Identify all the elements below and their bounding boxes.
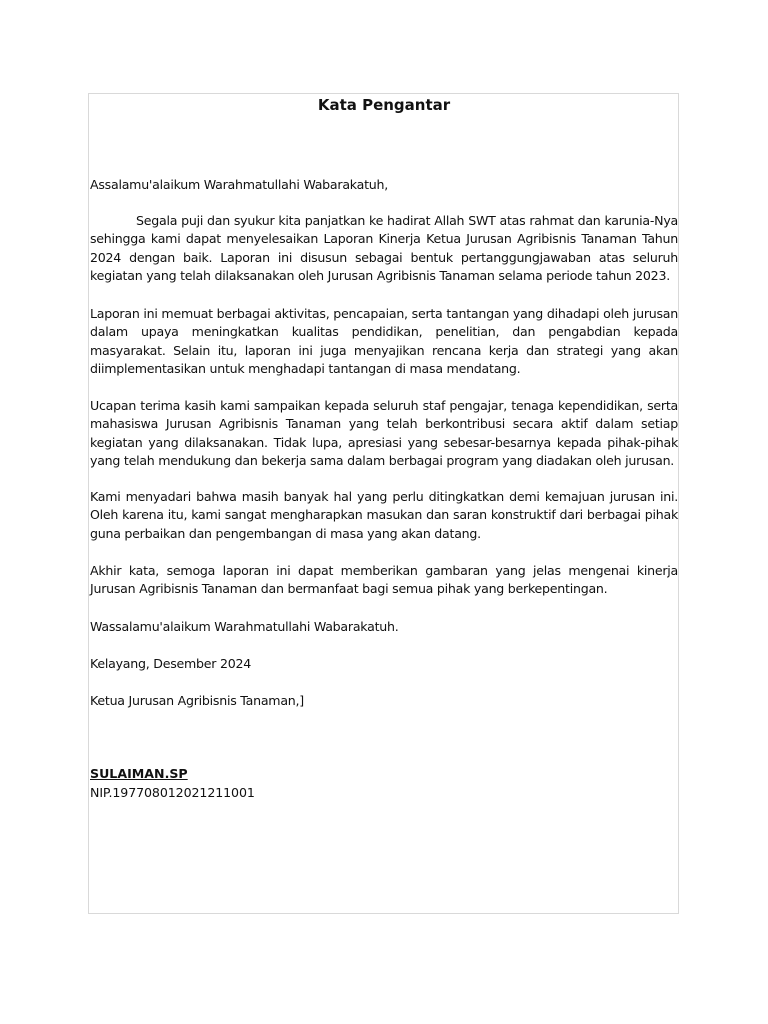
paragraph-2: Laporan ini memuat berbagai aktivitas, pencapaian, serta tantangan yang dihadapi oleh jurusan dalam upaya meningkatkan kualitas pendidikan, penelitian, dan pengabdian kepada masyarakat. Selain itu, laporan ini juga menyajikan rencana kerja dan strategi yang akan diimplementasikan untuk menghadapi tantangan di masa mendatang. bbox=[90, 306, 678, 377]
signer-nip: NIP.197708012021211001 bbox=[90, 785, 255, 800]
paragraph-1: Segala puji dan syukur kita panjatkan ke hadirat Allah SWT atas rahmat dan karunia-Nya sehingga kami dapat menyelesaikan Laporan Kinerja Ketua Jurusan Agribisnis Tanaman Tahun 2024 dengan baik. Laporan ini disusun sebagai bentuk pertanggungjawaban atas seluruh kegiatan yang telah dilaksanakan oleh Jurusan Agribisnis Tanaman selama periode tahun 2023. bbox=[90, 213, 678, 284]
signer-position: Ketua Jurusan Agribisnis Tanaman,] bbox=[90, 693, 304, 708]
paragraph-3: Ucapan terima kasih kami sampaikan kepada seluruh staf pengajar, tenaga kependidikan, serta mahasiswa Jurusan Agribisnis Tanaman yang telah berkontribusi secara aktif dalam setiap kegiatan yang dilaksanakan. Tidak lupa, apresiasi yang sebesar-besarnya kepada pihak-pihak yang telah mendukung dan bekerja sama dalam berbagai program yang diadakan oleh jurusan. bbox=[90, 398, 678, 469]
place-and-date: Kelayang, Desember 2024 bbox=[90, 656, 251, 671]
opening-greeting: Assalamu'alaikum Warahmatullahi Wabarakatuh, bbox=[90, 177, 388, 192]
paragraph-4: Kami menyadari bahwa masih banyak hal yang perlu ditingkatkan demi kemajuan jurusan ini. Oleh karena itu, kami sangat mengharapkan masukan dan saran konstruktif dari berbagai pihak guna perbaikan dan pengembangan di masa yang akan datang. bbox=[90, 489, 678, 541]
closing-greeting: Wassalamu'alaikum Warahmatullahi Wabarakatuh. bbox=[90, 619, 399, 634]
document-title: Kata Pengantar bbox=[317, 96, 451, 114]
signer-name: SULAIMAN.SP bbox=[90, 766, 188, 781]
document-body bbox=[90, 95, 678, 800]
paragraph-5: Akhir kata, semoga laporan ini dapat memberikan gambaran yang jelas mengenai kinerja Jurusan Agribisnis Tanaman dan bermanfaat bagi semua pihak yang berkepentingan. bbox=[90, 563, 678, 597]
